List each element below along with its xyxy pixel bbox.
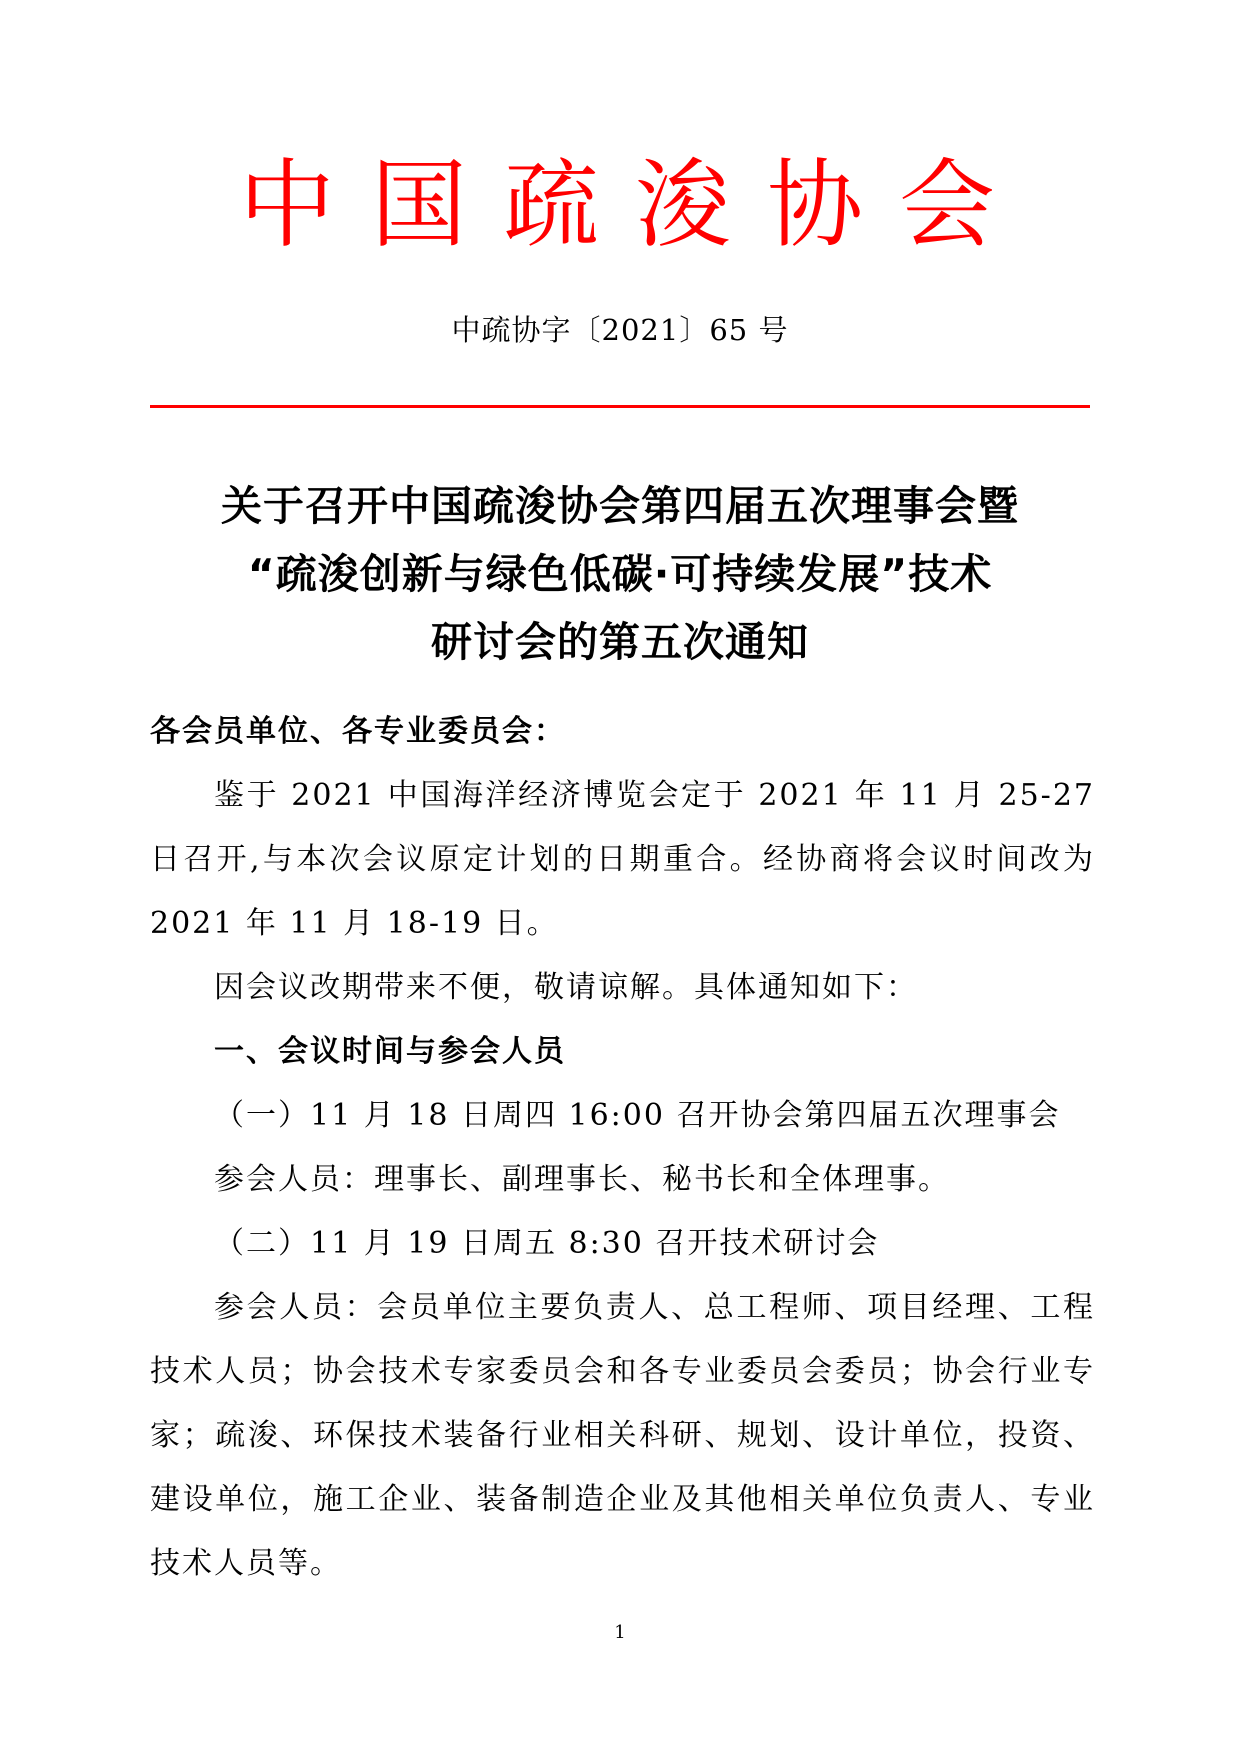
paragraph-reschedule: 鉴于 2021 中国海洋经济博览会定于 2021 年 11 月 25-27 日召开,与本次会议原定计划的日期重合。经协商将会议时间改为 2021 年 11 月 18-19 日。 (150, 778, 1095, 941)
page-number: 1 (614, 1622, 626, 1643)
organization-name-header: 中国疏浚协会 (239, 149, 1031, 261)
title-line-2: “疏浚创新与绿色低碳·可持续发展”技术 (247, 550, 993, 598)
section-heading-meeting-time: 一、会议时间与参会人员 (214, 1034, 566, 1069)
red-divider-line (150, 405, 1090, 408)
title-line-3: 研讨会的第五次通知 (431, 618, 809, 666)
item-seminar-attendees: 参会人员：会员单位主要负责人、总工程师、项目经理、工程技术人员；协会技术专家委员会和各专业委员会委员；协会行业专家；疏浚、环保技术装备行业相关科研、规划、设计单位，投资、建设单位，施工企业、装备制造企业及其他相关单位负责人、专业技术人员等。 (150, 1290, 1095, 1581)
document-number: 中疏协字〔2021〕65 号 (451, 313, 789, 347)
item-council-attendees: 参会人员：理事长、副理事长、秘书长和全体理事。 (214, 1162, 950, 1197)
item-seminar: （二）11 月 19 日周五 8:30 召开技术研讨会 (214, 1226, 880, 1261)
title-line-1: 关于召开中国疏浚协会第四届五次理事会暨 (221, 482, 1019, 530)
paragraph-apology: 因会议改期带来不便，敬请谅解。具体通知如下： (214, 970, 918, 1005)
document-body (150, 700, 1095, 1596)
document-title (150, 472, 1090, 676)
item-council-meeting: （一）11 月 18 日周四 16:00 召开协会第四届五次理事会 (214, 1098, 1061, 1133)
salutation: 各会员单位、各专业委员会： (150, 714, 566, 749)
